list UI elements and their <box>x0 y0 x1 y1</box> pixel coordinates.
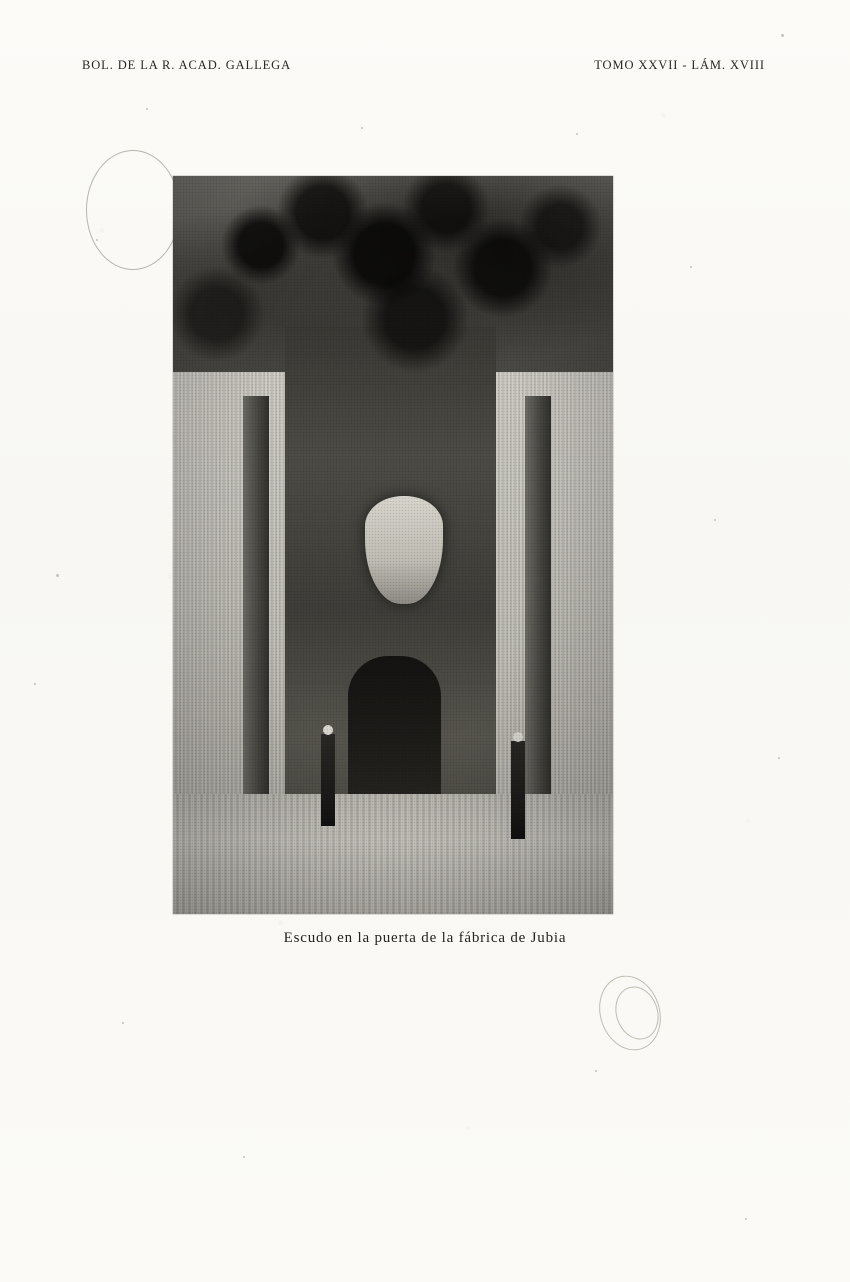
paper-speck <box>781 34 784 37</box>
plate-figure <box>173 176 613 914</box>
header-publication-title: BOL. DE LA R. ACAD. GALLEGA <box>82 58 292 72</box>
photo-coat-of-arms <box>365 496 443 604</box>
running-header <box>82 58 768 73</box>
paper-speck <box>122 1022 124 1024</box>
photo-person-head <box>323 725 333 735</box>
paper-speck <box>56 574 59 577</box>
paper-speck <box>778 757 780 759</box>
paper-speck <box>745 1218 747 1220</box>
photo-person-right <box>511 741 525 839</box>
photo-person-left <box>321 734 335 826</box>
plate-photograph <box>173 176 613 914</box>
paper-speck <box>576 133 578 135</box>
photo-foliage <box>173 176 613 406</box>
photo-right-column <box>525 396 551 834</box>
paper-speck <box>714 519 716 521</box>
paper-speck <box>243 1156 245 1158</box>
header-volume-plate: TOMO XXVII - LÁM. XVIII <box>594 58 765 72</box>
plate-caption: Escudo en la puerta de la fábrica de Jubia <box>283 930 567 946</box>
photo-person-head <box>513 732 523 742</box>
paper-speck <box>595 1070 597 1072</box>
paper-speck <box>146 108 148 110</box>
paper-speck <box>361 127 363 129</box>
paper-speck <box>690 266 692 268</box>
paper-speck <box>34 683 36 685</box>
photo-left-column <box>243 396 269 834</box>
photo-ground <box>173 794 613 914</box>
ink-smudge-arc <box>86 150 180 270</box>
